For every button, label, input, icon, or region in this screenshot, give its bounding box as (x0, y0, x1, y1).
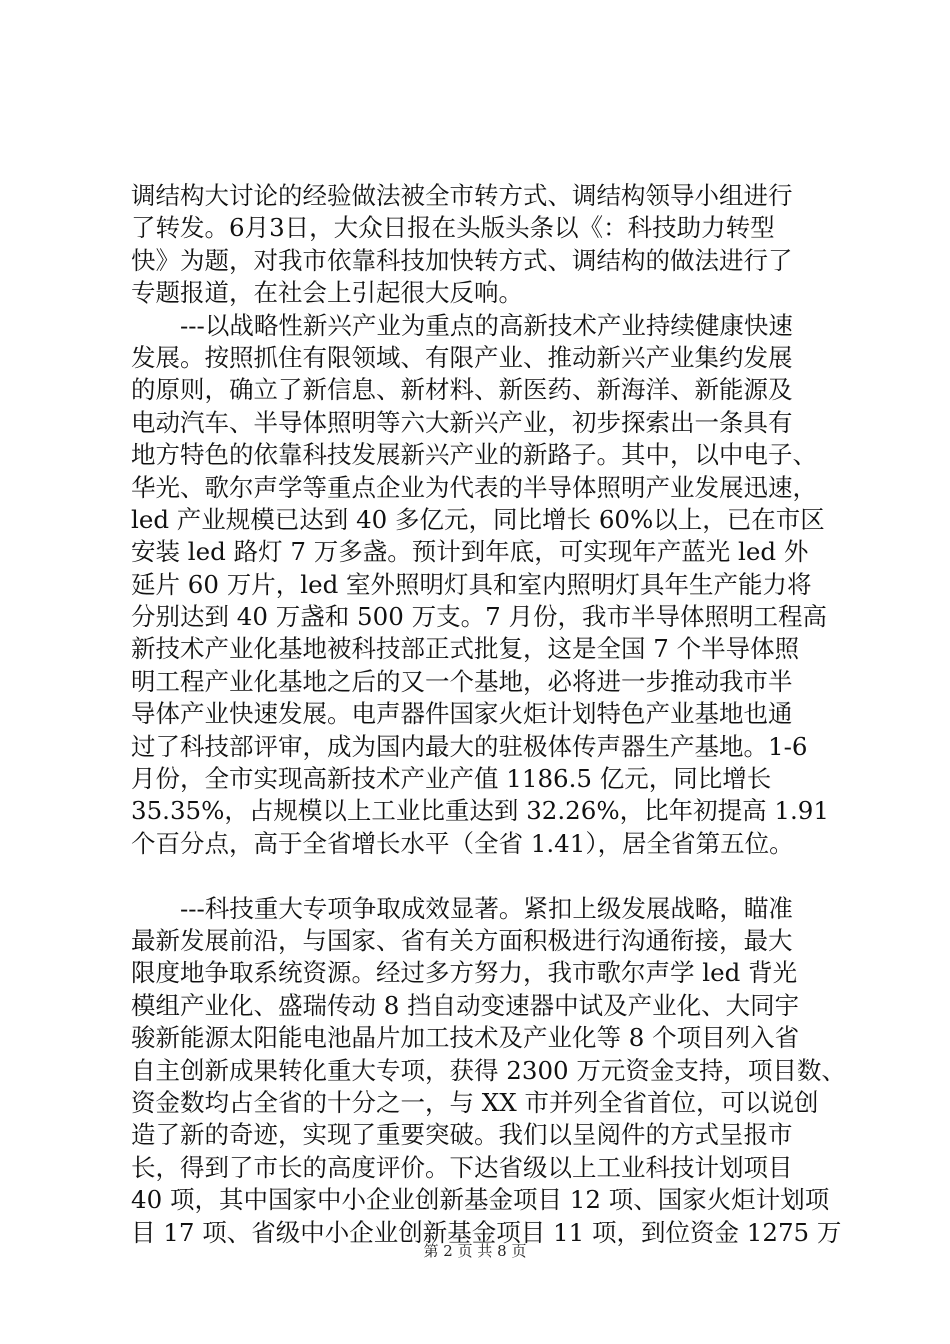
page-number-footer: 第 2 页 共 8 页 (423, 1242, 527, 1260)
text-line: 快》为题，对我市依靠科技加快转方式、调结构的做法进行了 (131, 245, 793, 275)
text-line: 发展。按照抓住有限领域、有限产业、推动新兴产业集约发展 (131, 342, 793, 372)
text-line: 造了新的奇迹，实现了重要突破。我们以呈阅件的方式呈报市 (131, 1120, 793, 1150)
text-line: 了转发。6月3日，大众日报在头版头条以《：科技助力转型 (131, 213, 775, 243)
paragraph-3 (131, 893, 846, 1249)
text-line: 过了科技部评审，成为国内最大的驻极体传声器生产基地。1-6 (131, 731, 808, 761)
text-line: 自主创新成果转化重大专项，获得 2300 万元资金支持，项目数、 (131, 1055, 846, 1085)
text-line: 35.35%，占规模以上工业比重达到 32.26%，比年初提高 1.91 (131, 796, 829, 826)
text-line: 月份，全市实现高新技术产业产值 1186.5 亿元，同比增长 (131, 764, 772, 794)
text-line: ---科技重大专项争取成效显著。紧扣上级发展战略，瞄准 (131, 893, 793, 923)
text-line: 分别达到 40 万盏和 500 万支。7 月份，我市半导体照明工程高 (131, 602, 827, 632)
text-line: 地方特色的依靠科技发展新兴产业的新路子。其中，以中电子、 (131, 440, 817, 470)
paragraph-gap (131, 860, 831, 892)
text-line: 最新发展前沿，与国家、省有关方面积极进行沟通衔接，最大 (131, 925, 793, 955)
text-line: 骏新能源太阳能电池晶片加工技术及产业化等 8 个项目列入省 (131, 1023, 800, 1053)
text-line: 目 17 项、省级中小企业创新基金项目 11 项，到位资金 1275 万 (131, 1217, 842, 1247)
text-line: 电动汽车、半导体照明等六大新兴产业，初步探索出一条具有 (131, 407, 793, 437)
text-line: 个百分点，高于全省增长水平（全省 1.41），居全省第五位。 (131, 828, 794, 858)
text-line: 明工程产业化基地之后的又一个基地，必将进一步推动我市半 (131, 666, 793, 696)
text-line: 模组产业化、盛瑞传动 8 挡自动变速器中试及产业化、大同宇 (131, 990, 800, 1020)
text-line: 延片 60 万片，led 室外照明灯具和室内照明灯具年生产能力将 (131, 569, 812, 599)
document-body (131, 180, 846, 1249)
text-line: 专题报道，在社会上引起很大反响。 (131, 278, 523, 308)
text-line: 长，得到了市长的高度评价。下达省级以上工业科技计划项目 (131, 1152, 793, 1182)
text-line: 新技术产业化基地被科技部正式批复，这是全国 7 个半导体照 (131, 634, 800, 664)
paragraph-2 (131, 310, 831, 861)
paragraph-1 (131, 180, 831, 310)
text-line: 资金数均占全省的十分之一，与 XX 市并列全省首位，可以说创 (131, 1087, 819, 1117)
text-line: led 产业规模已达到 40 多亿元，同比增长 60%以上，已在市区 (131, 504, 825, 534)
text-line: 的原则，确立了新信息、新材料、新医药、新海洋、新能源及 (131, 375, 793, 405)
text-line: 安装 led 路灯 7 万多盏。预计到年底，可实现年产蓝光 led 外 (131, 537, 809, 567)
text-line: ---以战略性新兴产业为重点的高新技术产业持续健康快速 (131, 310, 793, 340)
text-line: 40 项，其中国家中小企业创新基金项目 12 项、国家火炬计划项 (131, 1185, 830, 1215)
text-line: 调结构大讨论的经验做法被全市转方式、调结构领导小组进行 (131, 181, 793, 210)
text-line: 导体产业快速发展。电声器件国家火炬计划特色产业基地也通 (131, 699, 793, 729)
text-line: 华光、歌尔声学等重点企业为代表的半导体照明产业发展迅速， (131, 472, 817, 502)
text-line: 限度地争取系统资源。经过多方努力，我市歌尔声学 led 背光 (131, 958, 798, 988)
